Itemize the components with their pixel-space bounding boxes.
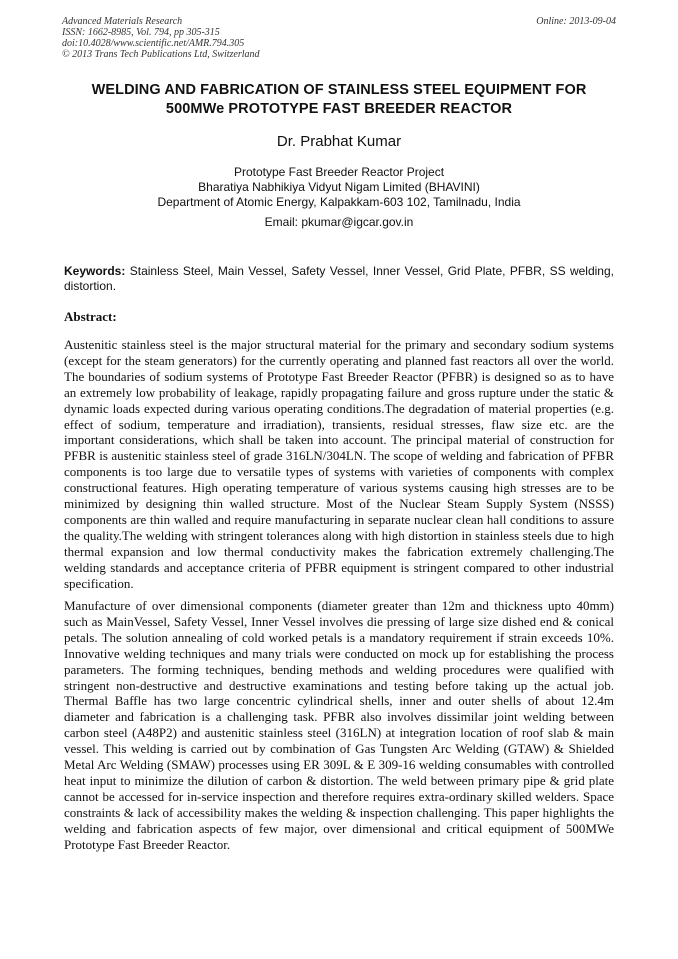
abstract-paragraph-1: Austenitic stainless steel is the major structural material for the primary and secondary sodium systems (except for the steam generators) for the currently operating and planned fast reactors all over the world. The boundaries of sodium systems of Prototype Fast Breeder Reactor (PFBR) is designed so as to have an extremely low probability of leakage, rapidly propagating failure and gross rupture under the static & dynamic loads expected during various operating conditions.The degradation of material properties (e.g. effect of sodium, temperature and irradiation), transients, residual stresses, flaw size etc. are the important considerations, which shall be taken into account. The principal material of construction for PFBR is austenitic stainless steel of grade 316LN/304LN. The scope of welding and fabrication of PFBR components is too large due to versatile types of systems with varieties of components with complex constructional features. High operating temperature of various systems causing high stresses are to be minimized by designing thin walled structure. Most of the Nuclear Steam Supply System (NSSS) components are thin walled and require manufacturing in separate nuclear clean hall conditions to assure the quality.The welding with stringent tolerances along with high distortion in stainless steels due to high thermal expansion and low thermal conductivity makes the fabrication extremely challenging.The welding standards and acceptance criteria of PFBR equipment is stringent compared to other industrial specification.	[64, 337, 614, 591]
keywords-text: Stainless Steel, Main Vessel, Safety Vessel, Inner Vessel, Grid Plate, PFBR, SS welding, distortion.	[64, 264, 614, 293]
doi-line: doi:10.4028/www.scientific.net/AMR.794.305	[62, 38, 245, 49]
journal-name: Advanced Materials Research	[62, 16, 183, 27]
paper-title	[62, 81, 616, 119]
affiliation-line-3: Department of Atomic Energy, Kalpakkam-603 102, Tamilnadu, India	[157, 195, 521, 209]
affiliation-line-2: Bharatiya Nabhikiya Vidyut Nigam Limited (BHAVINI)	[198, 180, 480, 194]
title-line-2: 500MWe PROTOTYPE FAST BREEDER REACTOR	[165, 101, 513, 117]
abstract-heading: Abstract:	[64, 309, 117, 324]
author-email: Email: pkumar@igcar.gov.in	[264, 215, 414, 229]
affiliation	[62, 165, 616, 210]
keywords	[64, 264, 614, 293]
abstract-paragraph-2: Manufacture of over dimensional components (diameter greater than 12m and thickness upto 40mm) such as MainVessel, Safety Vessel, Inner Vessel involves die pressing of large size dished end & conical petals. The solution annealing of cold worked petals is a mandatory requirement if strain exceeds 10%. Innovative welding techniques and many trials were conducted on mock up for establishing the process parameters. The forming techniques, bending methods and welding procedures were qualified with stringent non-destructive and destructive examinations and testing before taking up the actual job. Thermal Baffle has two large concentric cylindrical shells, inner and outer shells of about 12.4m diameter and fabrication is a challenging task. PFBR also involves dissimilar joint welding between carbon steel (A48P2) and austenitic stainless steel (316LN) at integration location of roof slab & main vessel. This welding is carried out by combination of Gas Tungsten Arc Welding (GTAW) & Shielded Metal Arc Welding (SMAW) processes using ER 309L & E 309-16 welding consumables with controlled heat input to minimize the dilution of carbon & distortion. The weld between primary pipe & grid plate cannot be accessed for in-service inspection and therefore requires extra-ordinary skilled welders. Space constraints & lack of accessibility makes the welding & inspection challenging. This paper highlights the welding and fabrication aspects of few major, over dimensional and critical equipment of 500MWe Prototype Fast Breeder Reactor.	[64, 598, 614, 852]
online-date: Online: 2013-09-04	[536, 16, 616, 27]
title-line-1: WELDING AND FABRICATION OF STAINLESS STEEL EQUIPMENT FOR	[91, 82, 587, 98]
affiliation-line-1: Prototype Fast Breeder Reactor Project	[233, 165, 445, 179]
copyright-line: © 2013 Trans Tech Publications Ltd, Switzerland	[62, 49, 260, 60]
author-name: Dr. Prabhat Kumar	[276, 133, 402, 150]
keywords-label: Keywords:	[64, 264, 126, 278]
issn-line: ISSN: 1662-8985, Vol. 794, pp 305-315	[62, 27, 220, 38]
journal-metadata	[62, 16, 616, 60]
